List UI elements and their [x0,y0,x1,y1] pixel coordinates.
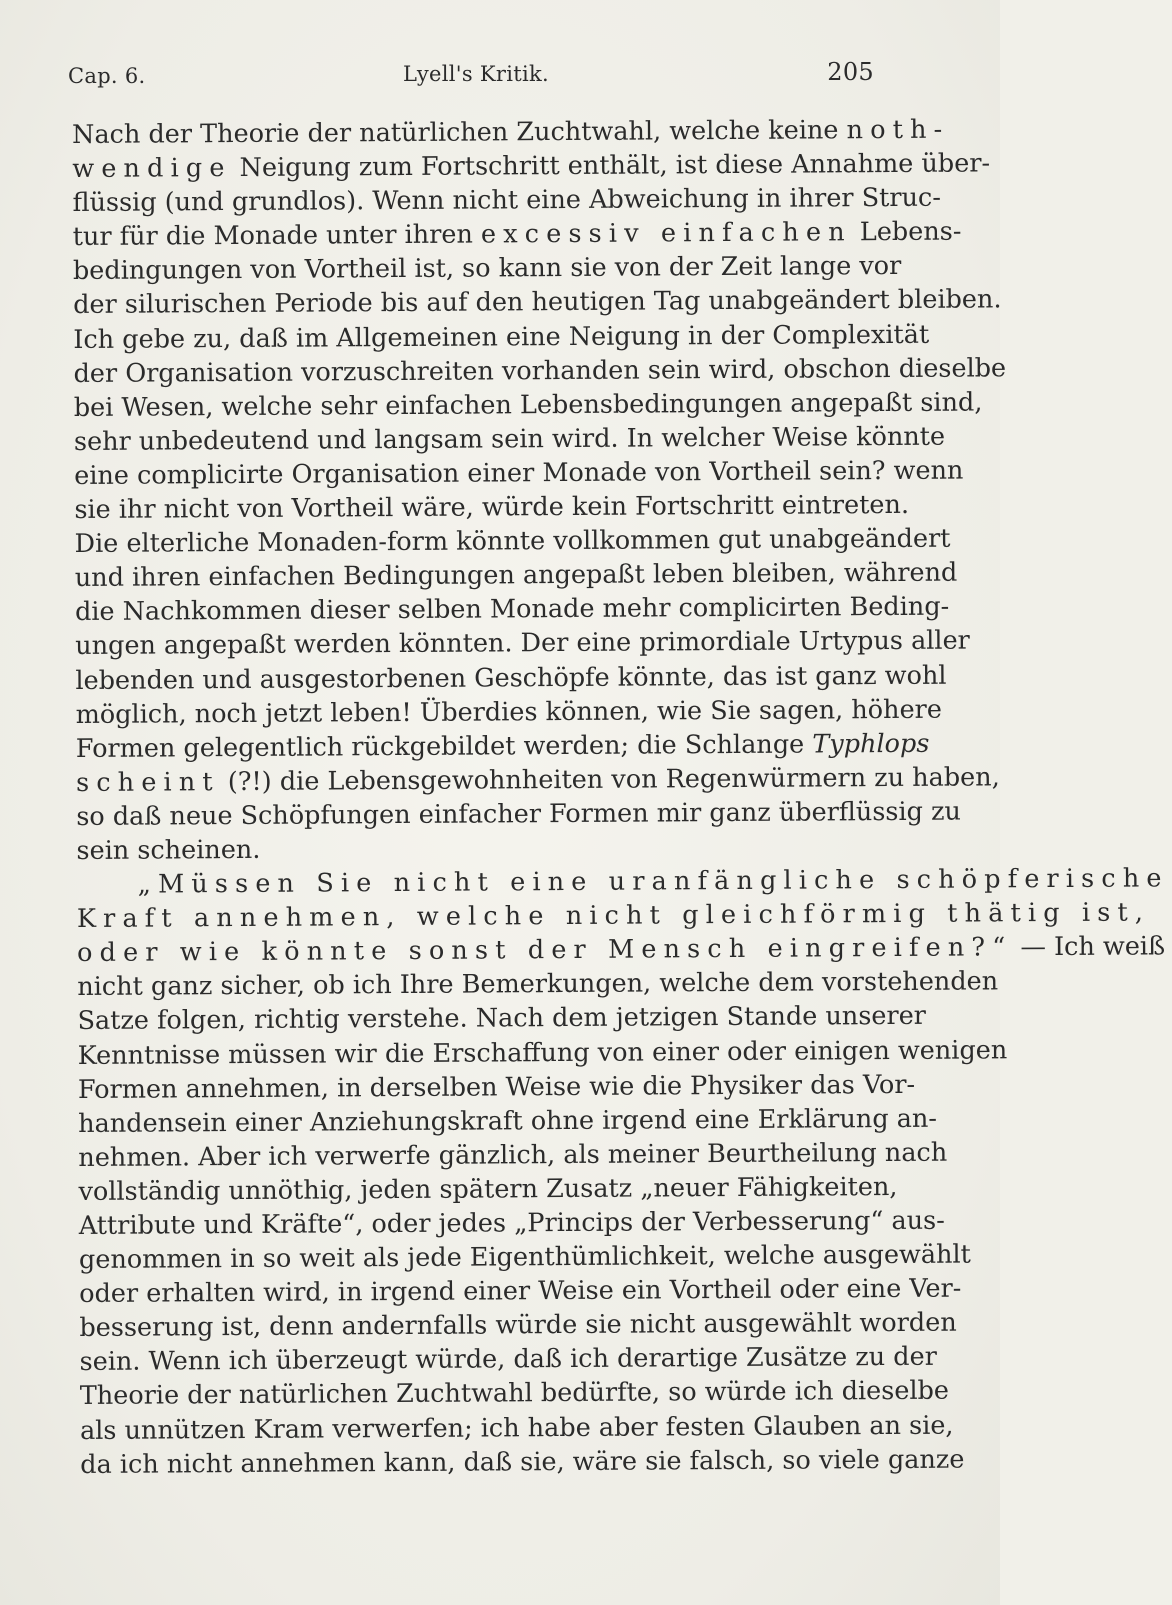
text-line [76,897,1151,936]
text-line [75,761,1000,800]
text-line [79,1272,962,1311]
text-line [75,659,947,698]
text-line [74,454,964,493]
text-segment: — Ich weiß [1012,931,1166,963]
text-line [79,1374,950,1413]
text-line [72,215,962,254]
text-segment: ungen angepaßt werden könnten. Der eine primordiale Urtypus aller [75,625,970,662]
text-line [73,352,1007,391]
text-segment: sein scheinen. [76,834,261,866]
text-line [79,1306,957,1345]
text-line [78,1170,898,1209]
text-line [79,1340,937,1379]
text-line [75,727,930,766]
text-segment: so daß neue Schöpfungen einfacher Formen mir ganz überflüssig zu [76,796,962,832]
text-line [76,829,890,868]
text-segment: Kenntnisse müssen wir die Erschaffung von einer oder einigen wenigen [77,1034,1008,1071]
spaced-text-segment: scheint [75,766,220,798]
text-segment: flüssig (und grundlos). Wenn nicht eine Abweichung in ihrer Struc- [72,182,941,219]
text-segment: Ich gebe zu, daß im Allgemeinen eine Neigung in der Complexität [73,319,930,355]
text-segment: Nach der Theorie der natürlichen Zuchtwahl, welche keine [72,115,847,150]
text-segment: Satze folgen, richtig verstehe. Nach dem jetzigen Stande unserer [77,1001,927,1037]
italic-text-segment: Typhlops [812,728,930,760]
spaced-text-segment: Kraft annehmen, welche nicht gleichförmig thätig ist, [76,897,1151,935]
text-segment: Formen gelegentlich rückgebildet werden; die Schlange [75,729,813,764]
text-segment: sein. Wenn ich überzeugt würde, daß ich derartige Zusätze zu der [79,1342,937,1378]
text-line [74,556,958,595]
text-line [72,249,902,288]
text-line [76,863,1169,902]
chapter-label: Cap. 6. [68,64,146,88]
body-text [72,113,1169,1482]
text-line [75,624,970,663]
text-segment: der silurischen Periode bis auf den heutigen Tag unabgeändert bleiben. [73,284,1002,321]
spaced-text-segment: excessiv einfachen [480,217,852,250]
text-segment: Formen annehmen, in derselben Weise wie die Physiker das Vor- [77,1069,916,1105]
text-line [73,318,930,357]
text-line [74,590,950,629]
text-line [78,1102,938,1141]
text-line [73,420,946,459]
text-segment: Die elterliche Monaden-form könnte vollkommen gut unabgeändert [74,523,951,560]
text-segment: genommen in so weit als jede Eigenthümlichkeit, welche ausgewählt [78,1239,971,1276]
text-line [72,181,941,220]
text-line [75,693,943,732]
text-segment: tur für die Monade unter ihren [72,219,482,253]
text-segment: Attribute und Kräfte“, oder jedes „Princips der Verbesserung“ aus- [78,1205,945,1241]
text-line [76,795,962,834]
text-segment: nehmen. Aber ich verwerfe gänzlich, als meiner Beurtheilung nach [78,1137,948,1173]
text-line [77,931,1166,970]
text-line [74,522,951,561]
text-line [78,1204,945,1243]
text-line [79,1409,954,1448]
text-segment: möglich, noch jetzt leben! Überdies können, wie Sie sagen, höhere [75,694,943,730]
text-segment: sehr unbedeutend und langsam sein wird. In welcher Weise könnte [73,421,946,457]
spaced-text-segment: wendige [72,153,232,185]
text-line [73,283,1002,322]
text-segment: Lebens- [851,216,962,248]
text-segment: bedingungen von Vortheil ist, so kann sie von der Zeit lange vor [72,251,902,287]
text-segment: eine complicirte Organisation einer Monade von Vortheil sein? wenn [74,455,964,491]
text-line [78,1136,948,1175]
text-segment: handensein einer Anziehungskraft ohne irgend eine Erklärung an- [78,1103,938,1139]
text-segment: Theorie der natürlichen Zuchtwahl bedürfte, so würde ich dieselbe [79,1376,950,1412]
text-line [72,147,991,186]
text-line [73,386,983,425]
running-title: Lyell's Kritik. [403,62,550,86]
spaced-text-segment: „Müssen Sie nicht eine uranfängliche schöpferische [76,863,1169,901]
text-line [77,999,927,1038]
text-segment: da ich nicht annehmen kann, daß sie, wäre sie falsch, so viele ganze [80,1444,965,1480]
text-line [77,1034,1008,1073]
text-segment: (?!) die Lebensgewohnheiten von Regenwürmern zu haben, [219,762,1000,797]
text-segment: der Organisation vorzuschreiten vorhanden sein wird, obschon dieselbe [73,352,1007,389]
text-line [78,1238,971,1277]
text-segment: vollständig unnöthig, jeden spätern Zusatz „neuer Fähigkeiten, [78,1171,898,1207]
page-number: 205 [827,58,874,86]
text-segment: die Nachkommen dieser selben Monade mehr complicirten Beding- [74,591,950,628]
running-header [68,58,874,92]
text-segment: sie ihr nicht von Vortheil wäre, würde kein Fortschritt eintreten. [74,489,910,526]
text-segment: besserung ist, denn andernfalls würde sie nicht ausgewählt worden [79,1307,957,1344]
text-line [72,113,950,152]
spaced-text-segment: oder wie könnte sonst der Mensch eingreifen?“ [77,932,1013,969]
text-line [80,1443,965,1482]
text-line [77,965,999,1004]
text-segment: als unnützen Kram verwerfen; ich habe aber festen Glauben an sie, [79,1410,954,1446]
text-segment: oder erhalten wird, in irgend einer Weise ein Vortheil oder eine Ver- [79,1273,962,1310]
text-segment: lebenden und ausgestorbenen Geschöpfe könnte, das ist ganz wohl [75,660,947,696]
text-segment: Neigung zum Fortschritt enthält, ist diese Annahme über- [231,148,991,184]
text-line [77,1068,916,1107]
text-segment: bei Wesen, welche sehr einfachen Lebensbedingungen angepaßt sind, [73,387,983,423]
text-segment: nicht ganz sicher, ob ich Ihre Bemerkungen, welche dem vorstehenden [77,966,999,1003]
spaced-text-segment: noth- [846,114,950,146]
text-segment: und ihren einfachen Bedingungen angepaßt leben bleiben, während [74,557,958,594]
text-line [74,488,910,527]
